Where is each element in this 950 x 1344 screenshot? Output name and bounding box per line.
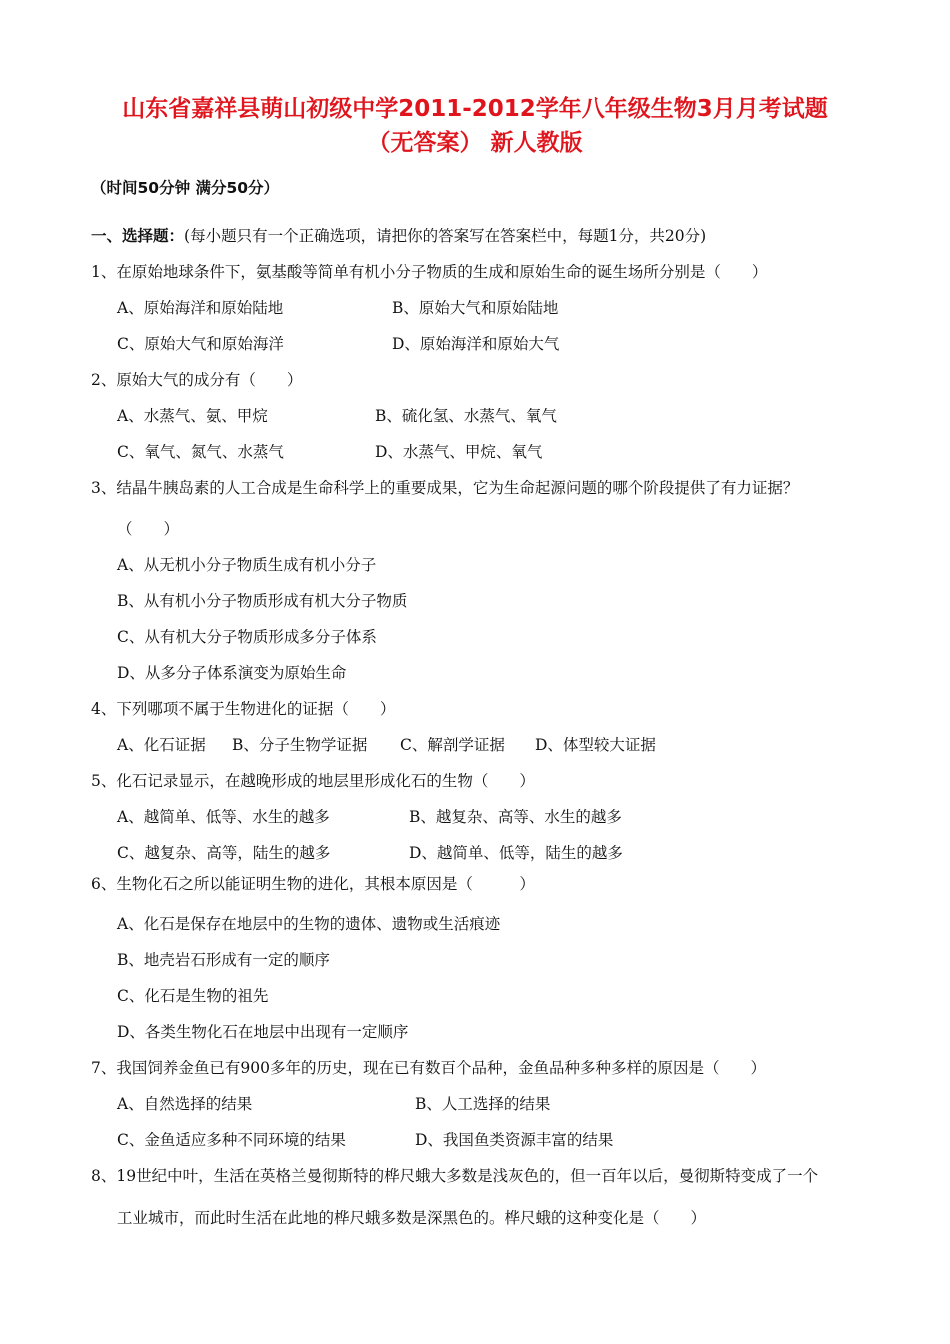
question-4-option-a: A、化石证据 xyxy=(117,736,206,754)
question-2-option-c: C、氧气、氮气、水蒸气 xyxy=(117,443,284,461)
question-7-stem: 7、我国饲养金鱼已有900多年的历史，现在已有数百个品种，金鱼品种多种多样的原因是（ ） xyxy=(91,1059,766,1077)
question-3-option-d: D、从多分子体系演变为原始生命 xyxy=(117,664,347,682)
question-6-option-c: C、化石是生物的祖先 xyxy=(117,987,269,1005)
question-5-stem: 5、化石记录显示，在越晚形成的地层里形成化石的生物（ ） xyxy=(91,772,535,790)
question-3-option-c: C、从有机大分子物质形成多分子体系 xyxy=(117,628,377,646)
question-8-stem: 8、19世纪中叶，生活在英格兰曼彻斯特的桦尺蛾大多数是浅灰色的，但一百年以后，曼彻斯特变成了一个 xyxy=(91,1167,819,1185)
question-2-option-a: A、水蒸气、氨、甲烷 xyxy=(117,407,268,425)
question-6-option-d: D、各类生物化石在地层中出现有一定顺序 xyxy=(117,1023,409,1041)
question-6-option-b: B、地壳岩石形成有一定的顺序 xyxy=(117,951,330,969)
question-7-option-b: B、人工选择的结果 xyxy=(415,1095,551,1113)
section-instruction: (每小题只有一个正确选项，请把你的答案写在答案栏中，每题1分，共20分) xyxy=(184,227,707,245)
question-5-option-d: D、越简单、低等，陆生的越多 xyxy=(409,844,623,862)
question-3-stem: 3、结晶牛胰岛素的人工合成是生命科学上的重要成果，它为生命起源问题的哪个阶段提供了有力证据？ xyxy=(91,479,799,497)
question-1-option-d: D、原始海洋和原始大气 xyxy=(392,335,560,353)
question-6-stem: 6、生物化石之所以能证明生物的进化，其根本原因是（ ） xyxy=(91,875,535,893)
question-7-option-c: C、金鱼适应多种不同环境的结果 xyxy=(117,1131,346,1149)
question-3-option-b: B、从有机小分子物质形成有机大分子物质 xyxy=(117,592,408,610)
section-header xyxy=(91,226,706,246)
exam-meta: （时间50分钟 满分50分） xyxy=(91,179,280,197)
section-heading: 一、选择题： xyxy=(91,227,185,245)
question-8-stem-continued: 工业城市，而此时生活在此地的桦尺蛾多数是深黑色的。桦尺蛾的这种变化是（ ） xyxy=(117,1209,707,1227)
question-5-option-a: A、越简单、低等、水生的越多 xyxy=(117,808,330,826)
question-6-option-a: A、化石是保存在地层中的生物的遗体、遗物或生活痕迹 xyxy=(117,915,501,933)
question-4-option-c: C、解剖学证据 xyxy=(400,736,505,754)
question-1-option-c: C、原始大气和原始海洋 xyxy=(117,335,284,353)
question-3-stem-continued: （ ） xyxy=(117,520,180,538)
question-5-option-c: C、越复杂、高等，陆生的越多 xyxy=(117,844,331,862)
question-2-option-d: D、水蒸气、甲烷、氧气 xyxy=(375,443,543,461)
question-1-option-a: A、原始海洋和原始陆地 xyxy=(117,299,284,317)
question-4-option-b: B、分子生物学证据 xyxy=(232,736,368,754)
question-1-stem: 1、在原始地球条件下，氨基酸等简单有机小分子物质的生成和原始生命的诞生场所分别是（ ） xyxy=(91,263,768,281)
question-1-option-b: B、原始大气和原始陆地 xyxy=(392,299,559,317)
question-5-option-b: B、越复杂、高等、水生的越多 xyxy=(409,808,622,826)
question-7-option-a: A、自然选择的结果 xyxy=(117,1095,253,1113)
page-title: 山东省嘉祥县萌山初级中学2011-2012学年八年级生物3月月考试题（无答案） 新人教版 xyxy=(122,96,828,156)
question-4-stem: 4、下列哪项不属于生物进化的证据（ ） xyxy=(91,700,396,718)
question-2-option-b: B、硫化氢、水蒸气、氧气 xyxy=(375,407,557,425)
question-2-stem: 2、原始大气的成分有（ ） xyxy=(91,371,303,389)
question-3-option-a: A、从无机小分子物质生成有机小分子 xyxy=(117,556,377,574)
question-4-option-d: D、体型较大证据 xyxy=(535,736,656,754)
question-7-option-d: D、我国鱼类资源丰富的结果 xyxy=(415,1131,614,1149)
